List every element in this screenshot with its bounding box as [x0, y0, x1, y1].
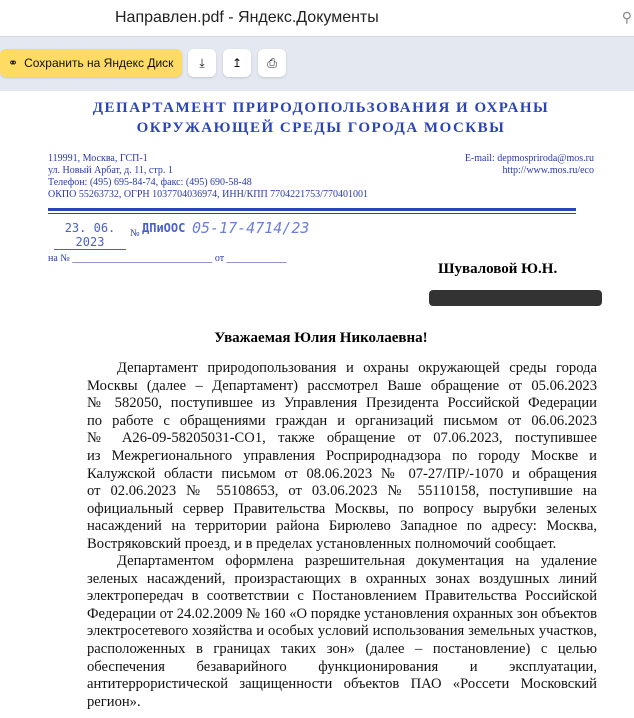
- text-line: Департамент природопользования и охраны окружающей среды города: [117, 360, 597, 376]
- text-line: № А26-09-58205031-СО1, также обращение от 07.06.2023, поступившее: [87, 430, 597, 447]
- text-line: расположенных в границах таких зон» (далее – постановление) с целью: [87, 640, 597, 657]
- paragraph-2: [87, 553, 597, 711]
- reference-line: на № ____________________________ от ____________: [48, 253, 287, 264]
- text-line: электросетевого хозяйства и особых условий использования земельных участков,: [87, 623, 597, 640]
- reg-number: 05-17-4714/23: [192, 219, 310, 237]
- text-line: Калужской области письмом от 08.06.2023 № 07-27/ПР/-1070 и обращения: [87, 465, 597, 482]
- redacted-block: [429, 290, 602, 306]
- org-contacts: [465, 153, 594, 177]
- org-name-line1: ДЕПАРТАМЕНТ ПРИРОДОПОЛЬЗОВАНИЯ И ОХРАНЫ: [92, 100, 550, 116]
- divider: [48, 213, 576, 214]
- website: http://www.mos.ru/eco: [502, 165, 594, 176]
- ref-from: от: [214, 253, 225, 264]
- text-line: Москвы (далее – Департамент) рассмотрел Ваше обращение от 05.06.2023: [87, 377, 597, 394]
- text-line: по работе с обращениями граждан и организаций письмом от 06.06.2023: [87, 412, 597, 429]
- address-line: Телефон: (495) 695-84-74, факс: (495) 690-58-48: [48, 177, 252, 188]
- download-button[interactable]: [188, 49, 216, 77]
- text-line: Федерации от 24.02.2009 № 160 «О порядке установления охранных зон объектов: [87, 605, 597, 622]
- greeting: Уважаемая Юлия Николаевна!: [214, 330, 428, 346]
- email: E-mail: depmospriroda@mos.ru: [464, 153, 594, 164]
- ref-label: на №: [48, 253, 70, 264]
- org-name-line2: ОКРУЖАЮЩЕЙ СРЕДЫ ГОРОДА МОСКВЫ: [136, 120, 506, 136]
- disk-icon: ⚭: [8, 56, 19, 70]
- print-icon: ⎙: [267, 55, 277, 70]
- text-line: из Межрегионального управления Росприроднадзора по городу Москве и: [87, 447, 597, 464]
- paragraph-1: [87, 360, 597, 554]
- save-to-disk-button[interactable]: [0, 49, 182, 77]
- text-line: электропередач в соответствии с Постановлением Правительства Российской: [87, 588, 597, 605]
- text-line: регион».: [87, 693, 141, 710]
- print-button[interactable]: [258, 49, 286, 77]
- search-icon[interactable]: ⚲: [621, 9, 632, 25]
- text-line: официальный сервер Правительства Москвы, по вопросу вырубки зеленых: [87, 500, 597, 517]
- title-bar: [0, 0, 634, 37]
- number-label: №: [130, 228, 140, 239]
- text-line: обеспечения безаварийного функционирования и эксплуатации,: [87, 658, 597, 675]
- text-line: зеленых насаждений, произрастающих в охранных зонах воздушных линий: [87, 570, 597, 587]
- share-icon: ↥: [231, 56, 243, 70]
- text-line: антитеррористической защищенности объектов ПАО «Россети Московский: [87, 676, 597, 693]
- org-address: [48, 153, 368, 201]
- text-line: Востряковский проезд, и в пределах установленных полномочий сообщает.: [87, 535, 557, 552]
- document-page: [8, 91, 634, 718]
- divider: [48, 208, 576, 211]
- text-line: Департаментом оформлена разрешительная документация на удаление: [117, 553, 597, 569]
- text-line: насаждений на территории района Бирюлево Западное по адресу: Москва,: [87, 518, 597, 535]
- save-label: Сохранить на Яндекс Диск: [24, 56, 174, 70]
- letter-date: 23. 06. 2023: [54, 221, 126, 250]
- address-line: ОКПО 55263732, ОГРН 1037704036974, ИНН/КПП 7704221753/770401001: [48, 189, 368, 200]
- address-line: 119991, Москва, ГСП-1: [48, 153, 148, 164]
- reg-prefix: ДПиООС: [142, 221, 186, 235]
- text-line: № 582050, поступившее из Управления Президента Российской Федерации: [87, 395, 597, 412]
- window-title: Направлен.pdf - Яндекс.Документы: [115, 9, 379, 26]
- download-icon: ⤓: [199, 55, 205, 70]
- text-line: от 02.06.2023 № 55108653, от 03.06.2023 № 55110158, поступившие на: [87, 483, 597, 500]
- addressee: Шуваловой Ю.Н.: [438, 261, 558, 277]
- share-button[interactable]: [223, 49, 251, 77]
- address-line: ул. Новый Арбат, д. 11, стр. 1: [48, 165, 173, 176]
- toolbar: [0, 37, 634, 91]
